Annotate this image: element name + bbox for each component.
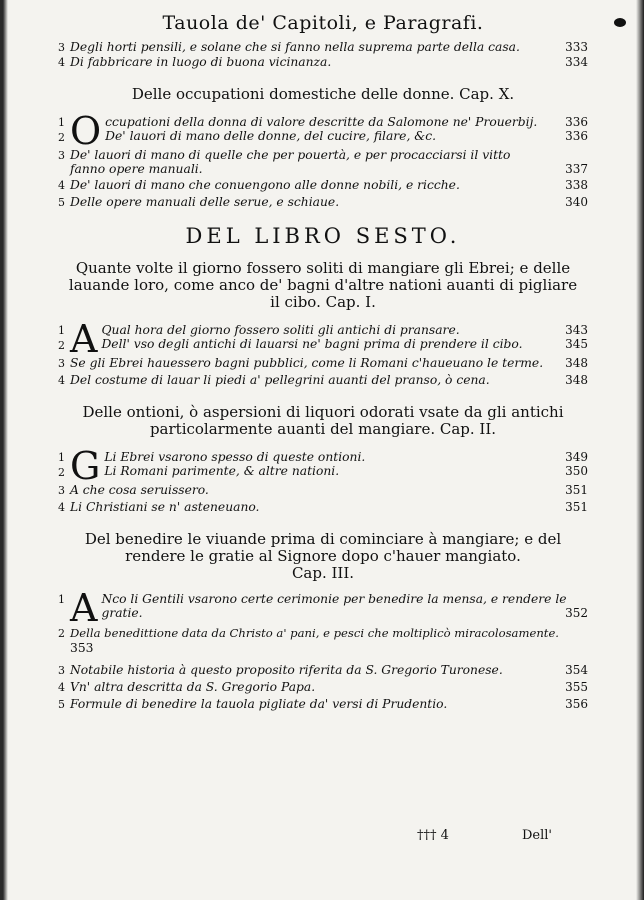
entry-text: Formule di benedire la tauola pigliate da' versi di Prudentio.	[70, 697, 448, 711]
entry-text: De' lauori di mano che conuengono alle donne nobili, e ricche.	[70, 178, 460, 192]
entry-text: A che cosa seruissero.	[70, 483, 209, 497]
list-item	[58, 697, 588, 712]
entry-page: 333	[565, 40, 588, 54]
entry-number: 2	[58, 131, 65, 144]
list-item	[58, 626, 588, 641]
list-item	[58, 586, 588, 630]
list-item	[58, 356, 588, 371]
signature-mark: ††† 4	[417, 828, 449, 843]
entry-page: 350	[565, 464, 588, 478]
entry-page: 348	[565, 356, 588, 370]
chapter-heading-x: Delle occupationi domestiche delle donne. Cap. X.	[131, 85, 515, 103]
drop-cap: G	[70, 444, 101, 488]
entry-text: Li Christiani se n' asteneuano.	[70, 500, 260, 514]
drop-cap: A	[70, 586, 98, 630]
top-entries	[58, 40, 588, 70]
entry-page: 351	[565, 500, 588, 514]
chapter-heading-text: Del benedire le viuande prima di cominciare à mangiare; e del rendere le gratie al Signore dopo c'hauer mangiato.	[84, 530, 562, 565]
entry-number: 3	[58, 149, 65, 162]
entry-text: Del costume di lauar li piedi a' pellegrini auanti del pranso, ò cena.	[70, 373, 490, 387]
entry-text: Qual hora del giorno fossero soliti gli antichi di pransare.	[101, 323, 460, 337]
list-item	[58, 373, 588, 388]
entry-page: 340	[565, 195, 588, 209]
entry-page: 354	[565, 663, 588, 677]
entry-number: 1	[58, 593, 65, 606]
entry-page: 353	[70, 641, 94, 655]
chapter-heading-i: Quante volte il giorno fossero soliti di mangiare gli Ebrei; e delle lauande loro, come anco de' bagni d'altre nationi auanti di pigliare il cibo. Cap. I.	[68, 259, 578, 311]
running-head-text: Tauola de' Capitoli, e Paragrafi.	[162, 12, 484, 34]
chapter-heading-ii: Delle ontioni, ò aspersioni di liquori odorati vsate da gli antichi particolarmente auanti del mangiare. Cap. II.	[82, 403, 564, 438]
entry-text: Notabile historia à questo proposito riferita da S. Gregorio Turonese.	[70, 663, 503, 677]
entry-text: Nco li Gentili vsarono certe cerimonie per benedire la mensa, e rendere le	[101, 592, 567, 606]
book-title: DEL LIBRO SESTO.	[185, 224, 461, 248]
entry-number: 1	[58, 116, 65, 129]
entry-page: 334	[565, 55, 588, 69]
chapter-x-entries	[58, 109, 588, 210]
entry-page: 336	[565, 129, 588, 143]
entry-page: 337	[565, 162, 588, 176]
chapter-heading-cap: Cap. III.	[291, 564, 355, 582]
drop-cap: O	[70, 109, 102, 153]
drop-cap: A	[70, 317, 98, 361]
entry-page: 343	[565, 323, 588, 337]
entry-text: Li Romani parimente, & altre nationi.	[104, 464, 340, 478]
entry-text: Se gli Ebrei hauessero bagni pubblici, come li Romani c'haueuano le terme.	[70, 356, 544, 370]
list-item	[58, 444, 588, 488]
entry-page: 338	[565, 178, 588, 192]
entry-number: 2	[58, 627, 65, 640]
entry-number: 4	[58, 501, 65, 514]
entry-number: 3	[58, 357, 65, 370]
entry-page: 352	[565, 606, 588, 620]
entry-number: 1	[58, 451, 65, 464]
entry-number: 5	[58, 698, 65, 711]
list-item	[58, 641, 588, 655]
entry-number: 2	[58, 339, 65, 352]
list-item	[58, 500, 588, 515]
entry-text: Della benedittione data da Christo a' pani, e pesci che moltiplicò miracolosamente.	[70, 626, 559, 640]
entry-text: Degli horti pensili, e solane che si fanno nella suprema parte della casa.	[70, 40, 520, 54]
catchword: Dell'	[522, 828, 553, 843]
ink-blot	[614, 18, 626, 27]
entry-page: 349	[565, 450, 588, 464]
entry-number: 4	[58, 374, 65, 387]
entry-text: De' lauori di mano delle donne, del cucire, filare, &c.	[105, 129, 437, 143]
chapter-i-entries	[58, 317, 588, 388]
entry-number: 5	[58, 196, 65, 209]
running-head	[58, 12, 588, 34]
chapter-heading-iii	[58, 531, 588, 582]
entry-text: Dell' vso degli antichi di lauarsi ne' bagni prima di prendere il cibo.	[101, 337, 523, 351]
entry-number-blank	[58, 641, 70, 642]
entry-text: De' lauori di mano di quelle che per pouertà, e per procacciarsi il vitto fanno opere manuali.	[70, 148, 511, 176]
entry-page: 351	[565, 483, 588, 497]
entry-number: 1	[58, 324, 65, 337]
entry-page: 356	[565, 697, 588, 711]
list-item	[58, 680, 588, 695]
chapter-iii-entries	[58, 586, 588, 712]
entry-page: 355	[565, 680, 588, 694]
list-item	[58, 178, 588, 193]
entry-number: 4	[58, 681, 65, 694]
entry-number: 4	[58, 179, 65, 192]
entry-page: 345	[565, 337, 588, 351]
entry-text: gratie.	[101, 606, 143, 620]
entry-number: 4	[58, 56, 65, 69]
entry-text: Li Ebrei vsarono spesso di queste ontioni.	[104, 450, 366, 464]
entry-page: 348	[565, 373, 588, 387]
list-item	[58, 55, 588, 70]
list-item	[58, 40, 588, 55]
list-item	[58, 317, 588, 361]
list-item	[58, 109, 588, 153]
entry-number: 3	[58, 484, 65, 497]
entry-text: Vn' altra descritta da S. Gregorio Papa.	[70, 680, 316, 694]
entry-text: ccupationi della donna di valore descritte da Salomone ne' Prouerbij.	[105, 115, 538, 129]
entry-number: 2	[58, 466, 65, 479]
entry-number: 3	[58, 41, 65, 54]
list-item	[58, 148, 588, 176]
entry-page: 336	[565, 115, 588, 129]
chapter-ii-entries	[58, 444, 588, 515]
list-item	[58, 195, 588, 210]
entry-text: Di fabbricare in luogo di buona vicinanza.	[70, 55, 332, 69]
entry-number: 3	[58, 664, 65, 677]
list-item	[58, 663, 588, 678]
entry-text: Delle opere manuali delle serue, e schiaue.	[70, 195, 340, 209]
list-item	[58, 483, 588, 498]
